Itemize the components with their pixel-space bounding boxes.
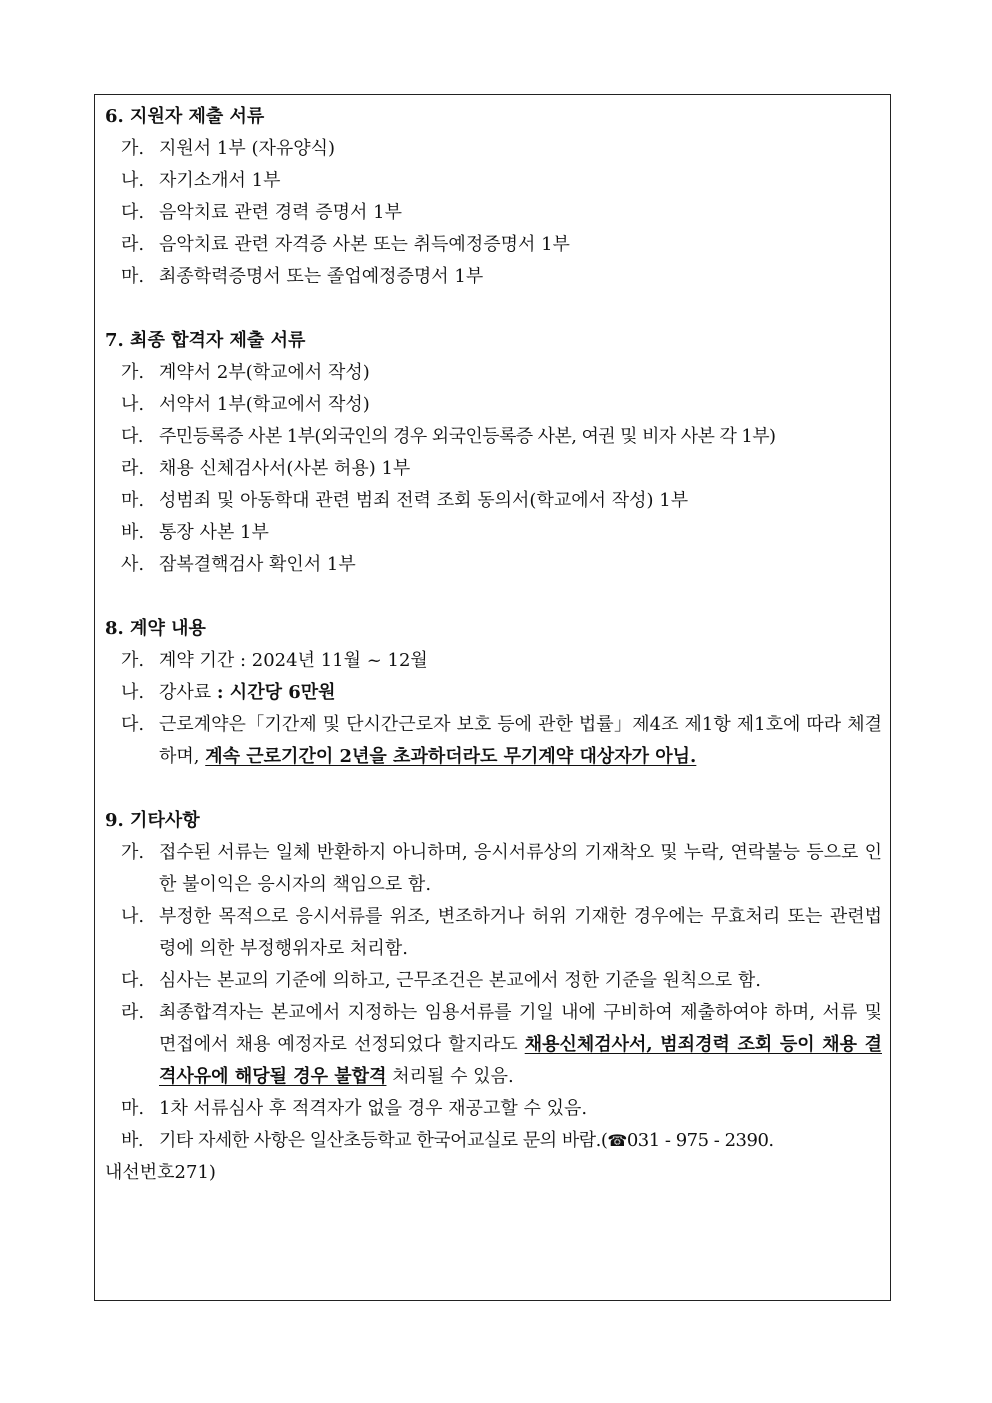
section-heading: 7. 최종 합격자 제출 서류 <box>105 330 306 351</box>
list-item: 나. 강사료 : 시간당 6만원 <box>121 682 336 703</box>
section-spacer <box>105 773 882 805</box>
list-item: 나. 자기소개서 1부 <box>121 170 281 191</box>
document-content <box>105 101 882 1189</box>
list-item: 가. 계약 기간 : 2024년 11월 ~ 12월 <box>121 650 428 671</box>
list-item: 나. 부정한 목적으로 응시서류를 위조, 변조하거나 허위 기재한 경우에는 무효처리 또는 관련법령에 의한 부정행위자로 처리함. <box>121 906 882 959</box>
hourly-rate: : 시간당 6만원 <box>216 682 336 703</box>
list-item: 다. 근로계약은「기간제 및 단시간근로자 보호 등에 관한 법률」제4조 제1항 제1호에 따라 체결하며, 계속 근로기간이 2년을 초과하더라도 무기계약 대상자가 아님. <box>121 714 882 767</box>
list-item: 가. 지원서 1부 (자유양식) <box>121 138 336 159</box>
list-item: 다. 심사는 본교의 기준에 의하고, 근무조건은 본교에서 정한 기준을 원칙으로 함. <box>121 970 761 991</box>
section-heading: 9. 기타사항 <box>105 810 200 831</box>
section-heading: 8. 계약 내용 <box>105 618 206 639</box>
list-item: 다. 음악치료 관련 경력 증명서 1부 <box>121 202 402 223</box>
list-item: 나. 서약서 1부(학교에서 작성) <box>121 394 370 415</box>
list-item: 라. 음악치료 관련 자격증 사본 또는 취득예정증명서 1부 <box>121 234 570 255</box>
section-spacer <box>105 581 882 613</box>
list-item: 마. 성범죄 및 아동학대 관련 범죄 전력 조회 동의서(학교에서 작성) 1부 <box>121 490 689 511</box>
list-item: 사. 잠복결핵검사 확인서 1부 <box>121 554 356 575</box>
list-item: 마. 1차 서류심사 후 적격자가 없을 경우 재공고할 수 있음. <box>121 1098 588 1119</box>
list-item: 다. 주민등록증 사본 1부(외국인의 경우 외국인등록증 사본, 여권 및 비자 사본 각 1부) <box>121 426 776 447</box>
emphasis-underline: 채용신체검사서, 범죄경력 조회 등이 채용 결격사유에 해당될 경우 불합격 <box>159 1034 882 1087</box>
extension-number: 내선번호271) <box>105 1162 216 1183</box>
emphasis-underline: 계속 근로기간이 2년을 초과하더라도 무기계약 대상자가 아님. <box>205 746 697 767</box>
section-heading: 6. 지원자 제출 서류 <box>105 106 265 127</box>
list-item: 가. 접수된 서류는 일체 반환하지 아니하며, 응시서류상의 기재착오 및 누락, 연락불능 등으로 인한 불이익은 응시자의 책임으로 함. <box>121 842 882 895</box>
list-item: 바. 통장 사본 1부 <box>121 522 269 543</box>
list-item: 마. 최종학력증명서 또는 졸업예정증명서 1부 <box>121 266 484 287</box>
section-spacer <box>105 293 882 325</box>
document-frame <box>94 94 891 1301</box>
phone-icon: ☎ <box>607 1131 627 1150</box>
list-item: 라. 채용 신체검사서(사본 허용) 1부 <box>121 458 411 479</box>
list-item: 라. 최종합격자는 본교에서 지정하는 임용서류를 기일 내에 구비하여 제출하여야 하며, 서류 및 면접에서 채용 예정자로 선정되었다 할지라도 채용신체검사서, 범죄경력 조회 등이 채용 결격사유에 해당될 경우 불합격 처리될 수 있음. <box>121 1002 882 1087</box>
list-item: 가. 계약서 2부(학교에서 작성) <box>121 362 370 383</box>
list-item: 바. 기타 자세한 사항은 일산초등학교 한국어교실로 문의 바람.(☎031 - 975 - 2390. <box>105 1125 882 1157</box>
